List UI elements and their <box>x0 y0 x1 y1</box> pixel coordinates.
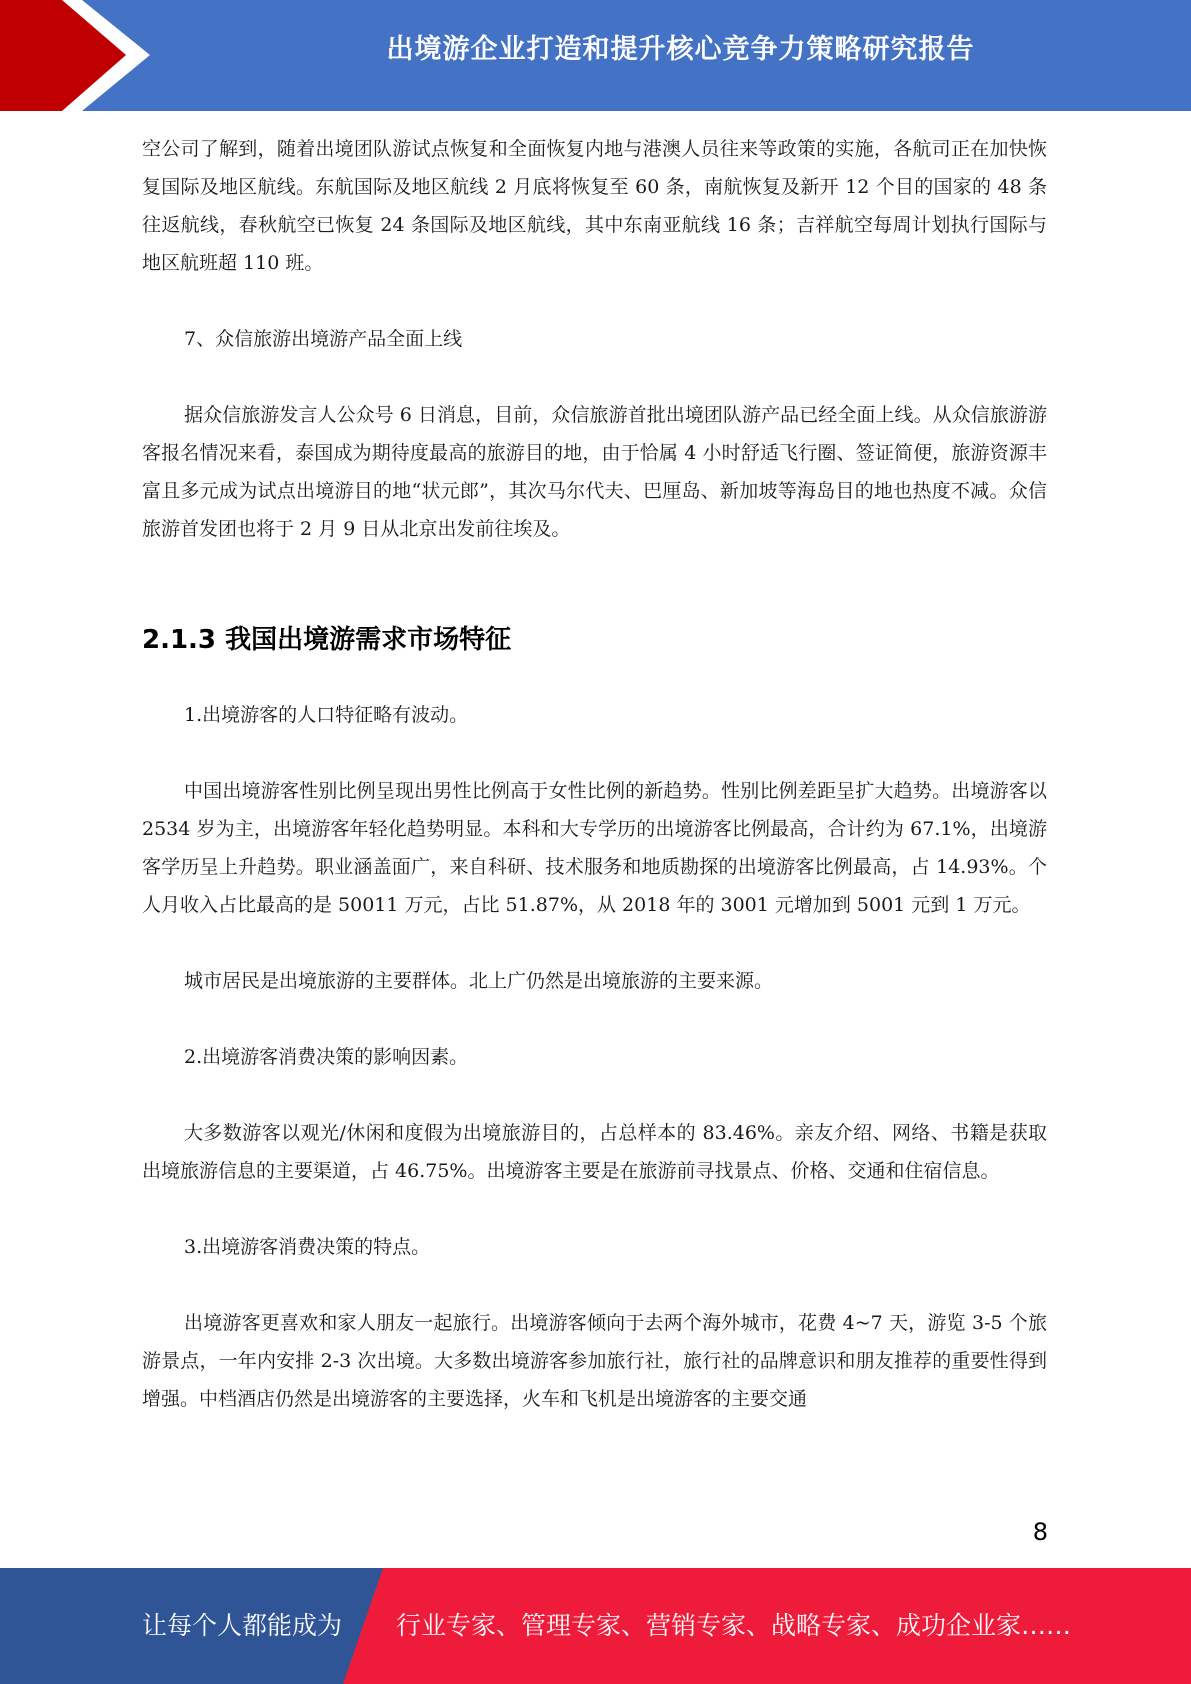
paragraph-urban-residents: 城市居民是出境旅游的主要群体。北上广仍然是出境旅游的主要来源。 <box>184 970 774 992</box>
header-banner <box>0 0 1191 111</box>
paragraph-item-7: 据众信旅游发言人公众号 6 日消息，目前，众信旅游首批出境团队游产品已经全面上线。从众信旅游游客报名情况来看，泰国成为期待度最高的旅游目的地，由于恰属 4 小时舒适飞行圈、签证简便，旅游资源丰富且多元成为试点出境游目的地“状元郎”，其次马尔代夫、巴厘岛、新加坡等海岛目的地也热度不减。众信旅游首发团也将于 2 月 9 日从北京出发前往埃及。 <box>142 404 1047 540</box>
section-heading: 2.1.3 我国出境游需求市场特征 <box>142 625 512 655</box>
subsection-2-title: 2.出境游客消费决策的影响因素。 <box>184 1046 469 1068</box>
report-title: 出境游企业打造和提升核心竞争力策略研究报告 <box>386 34 975 65</box>
paragraph-decision-features: 出境游客更喜欢和家人朋友一起旅行。出境游客倾向于去两个海外城市，花费 4~7 天，游览 3-5 个旅游景点，一年内安排 2-3 次出境。大多数出境游客参加旅行社，旅行社的品牌意识和朋友推荐的重要性得到增强。中档酒店仍然是出境游客的主要选择，火车和飞机是出境游客的主要交通 <box>142 1312 1047 1410</box>
paragraph-influencing-factors: 大多数游客以观光/休闲和度假为出境旅游目的，占总样本的 83.46%。亲友介绍、网络、书籍是获取出境旅游信息的主要渠道，占 46.75%。出境游客主要是在旅游前寻找景点、价格、交通和住宿信息。 <box>142 1122 1047 1182</box>
subsection-1-title: 1.出境游客的人口特征略有波动。 <box>184 704 469 726</box>
item-7-title: 7、众信旅游出境游产品全面上线 <box>184 328 463 350</box>
subsection-3-title: 3.出境游客消费决策的特点。 <box>184 1236 431 1258</box>
paragraph-airlines: 空公司了解到，随着出境团队游试点恢复和全面恢复内地与港澳人员往来等政策的实施，各航司正在加快恢复国际及地区航线。东航国际及地区航线 2 月底将恢复至 60 条，南航恢复及新开 12 个目的国家的 48 条往返航线，春秋航空已恢复 24 条国际及地区航线，其中东南亚航线 16 条；吉祥航空每周计划执行国际与地区航班超 110 班。 <box>142 138 1047 274</box>
paragraph-demographics: 中国出境游客性别比例呈现出男性比例高于女性比例的新趋势。性别比例差距呈扩大趋势。出境游客以 2534 岁为主，出境游客年轻化趋势明显。本科和大专学历的出境游客比例最高，合计约为 67.1%，出境游客学历呈上升趋势。职业涵盖面广，来自科研、技术服务和地质勘探的出境游客比例最高，占 14.93%。个人月收入占比最高的是 50011 万元，占比 51.87%，从 2018 年的 3001 元增加到 5001 元到 1 万元。 <box>142 780 1047 916</box>
chevron-arrow-icon <box>0 0 150 111</box>
footer-banner <box>0 1568 1191 1684</box>
footer-slogan-left: 让每个人都能成为 <box>142 1611 343 1640</box>
footer-slogan-right: 行业专家、管理专家、营销专家、战略专家、成功企业家…… <box>396 1611 1072 1640</box>
page-number: 8 <box>1032 1518 1048 1546</box>
document-body <box>142 130 1047 1418</box>
